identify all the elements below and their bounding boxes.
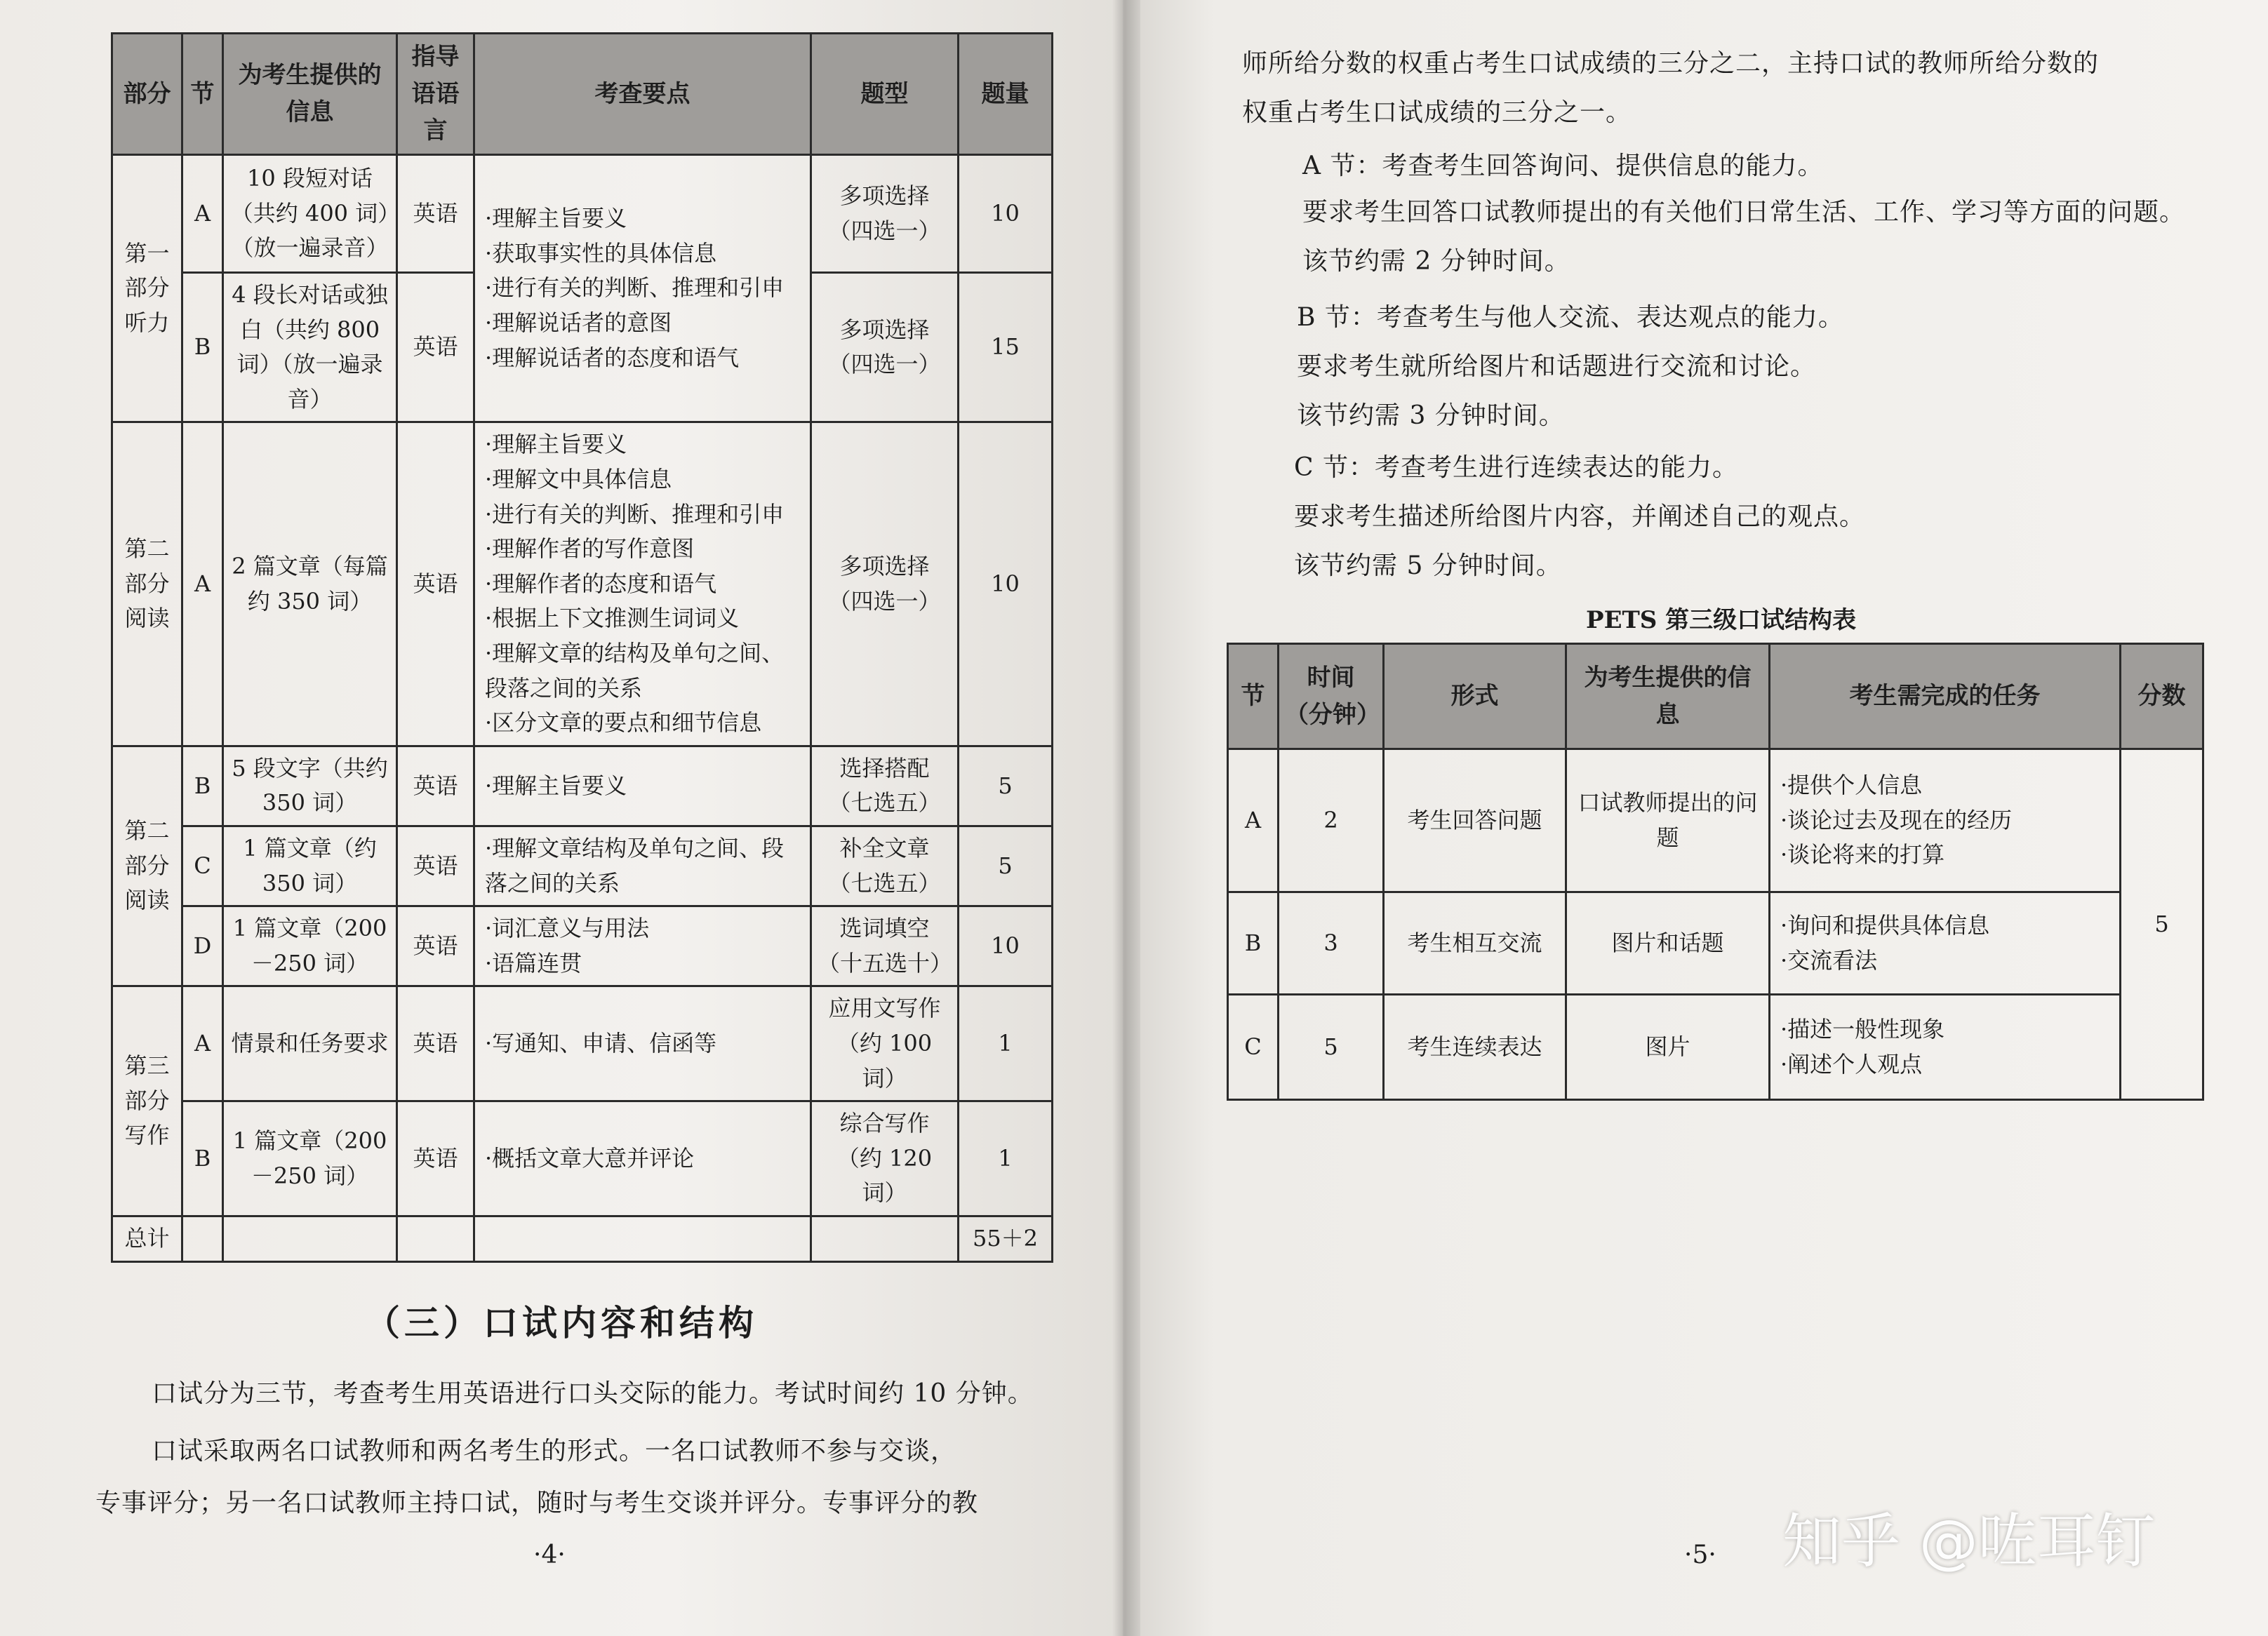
points-cell <box>474 746 811 826</box>
header-cell: 考生需完成的任务 <box>1770 644 2121 749</box>
empty-cell <box>811 1216 959 1261</box>
type-cell: 多项选择（四选一） <box>811 155 959 273</box>
book-gutter <box>1112 0 1140 1636</box>
type-cell: 多项选择（四选一） <box>811 273 959 422</box>
points-cell <box>474 906 811 986</box>
point-item: ·语篇连贯 <box>485 949 582 977</box>
section-cell: A <box>1228 749 1279 892</box>
task-item: ·谈论过去及现在的经历 <box>1780 806 2013 833</box>
exam-structure-table <box>111 32 1053 1263</box>
type-cell: 应用文写作（约 100 词） <box>811 986 959 1101</box>
point-item: ·概括文章大意并评论 <box>485 1144 695 1172</box>
language-cell: 英语 <box>397 906 474 986</box>
part-cell: 第二部分阅读 <box>112 746 182 986</box>
section-cell: B <box>182 273 223 422</box>
paragraph: 该节约需 3 分钟时间。 <box>1297 401 1565 430</box>
table-row <box>112 1101 1053 1216</box>
header-cell: 节 <box>1228 644 1279 749</box>
point-item: ·理解主旨要义 <box>485 772 627 799</box>
form-cell: 考生连续表达 <box>1384 995 1566 1100</box>
type-cell: 补全文章（七选五） <box>811 826 959 906</box>
part-cell: 第一部分听力 <box>112 155 182 422</box>
section-cell: A <box>182 155 223 273</box>
point-item: ·理解文章结构及单句之间、段落之间的关系 <box>485 834 785 897</box>
info-cell: 图片和话题 <box>1566 892 1770 995</box>
point-item: ·进行有关的判断、推理和引申 <box>485 274 785 302</box>
point-item: ·理解文章的结构及单句之间、段落之间的关系 <box>485 640 785 702</box>
points-cell <box>474 155 811 422</box>
info-cell: 情景和任务要求 <box>223 986 397 1101</box>
page-number: ·4· <box>533 1541 566 1569</box>
time-cell: 5 <box>1279 995 1384 1100</box>
type-cell: 多项选择（四选一） <box>811 422 959 746</box>
task-item: ·提供个人信息 <box>1780 772 1923 799</box>
info-cell: 5 段文字（共约 350 词） <box>223 746 397 826</box>
header-cell: 时间（分钟） <box>1279 644 1384 749</box>
time-cell: 3 <box>1279 892 1384 995</box>
oral-test-structure-table <box>1227 643 2204 1101</box>
task-item: ·谈论将来的打算 <box>1780 841 1945 869</box>
info-cell: 1 篇文章（约 350 词） <box>223 826 397 906</box>
empty-cell <box>474 1216 811 1261</box>
language-cell: 英语 <box>397 986 474 1101</box>
table-header-row <box>1228 644 2203 749</box>
language-cell: 英语 <box>397 746 474 826</box>
empty-cell <box>397 1216 474 1261</box>
point-item: ·理解主旨要义 <box>485 431 627 458</box>
watermark: 知乎 @咗耳钉 <box>1782 1507 2155 1576</box>
info-cell: 1 篇文章（200－250 词） <box>223 906 397 986</box>
table-row <box>112 422 1053 746</box>
table-header-row <box>112 34 1053 155</box>
section-cell: D <box>182 906 223 986</box>
info-cell: 1 篇文章（200－250 词） <box>223 1101 397 1216</box>
form-cell: 考生回答问题 <box>1384 749 1566 892</box>
header-cell: 为考生提供的信息 <box>223 34 397 155</box>
task-item: ·交流看法 <box>1780 946 1878 974</box>
section-cell: B <box>1228 892 1279 995</box>
info-cell: 图片 <box>1566 995 1770 1100</box>
type-cell: 选择搭配（七选五） <box>811 746 959 826</box>
tasks-cell <box>1770 892 2121 995</box>
paragraph: 专事评分；另一名口试教师主持口试，随时与考生交谈并评分。专事评分的教 <box>95 1489 979 1517</box>
part-cell: 第三部分写作 <box>112 986 182 1216</box>
point-item: ·理解作者的态度和语气 <box>485 570 717 597</box>
count-cell: 10 <box>959 155 1053 273</box>
header-cell: 题型 <box>811 34 959 155</box>
language-cell: 英语 <box>397 422 474 746</box>
type-cell: 综合写作（约 120 词） <box>811 1101 959 1216</box>
form-cell: 考生相互交流 <box>1384 892 1566 995</box>
paragraph: 要求考生描述所给图片内容，并阐述自己的观点。 <box>1294 502 1866 531</box>
header-cell: 指导语语言 <box>397 34 474 155</box>
language-cell: 英语 <box>397 155 474 273</box>
time-cell: 2 <box>1279 749 1384 892</box>
language-cell: 英语 <box>397 826 474 906</box>
score-cell: 5 <box>2121 749 2203 1100</box>
header-cell: 分数 <box>2121 644 2203 749</box>
section-cell: A <box>182 422 223 746</box>
header-cell: 节 <box>182 34 223 155</box>
section-cell: C <box>182 826 223 906</box>
table-row <box>112 986 1053 1101</box>
task-item: ·阐述个人观点 <box>1780 1050 1923 1078</box>
points-cell <box>474 422 811 746</box>
table-row <box>1228 995 2203 1100</box>
point-item: ·理解作者的写作意图 <box>485 535 695 563</box>
paragraph: B 节：考查考生与他人交流、表达观点的能力。 <box>1297 303 1844 332</box>
page-number: ·5· <box>1684 1541 1716 1569</box>
paragraph: 该节约需 5 分钟时间。 <box>1294 551 1562 580</box>
tasks-cell <box>1770 995 2121 1100</box>
header-cell: 形式 <box>1384 644 1566 749</box>
table-total-row <box>112 1216 1053 1261</box>
point-item: ·区分文章的要点和细节信息 <box>485 709 762 737</box>
point-item: ·根据上下文推测生词词义 <box>485 605 740 632</box>
part-cell: 第二部分阅读 <box>112 422 182 746</box>
header-cell: 题量 <box>959 34 1053 155</box>
table-row <box>112 746 1053 826</box>
count-cell: 5 <box>959 826 1053 906</box>
count-cell: 15 <box>959 273 1053 422</box>
point-item: ·理解文中具体信息 <box>485 466 672 493</box>
points-cell <box>474 1101 811 1216</box>
task-item: ·描述一般性现象 <box>1780 1015 1945 1042</box>
paragraph: 要求考生回答口试教师提出的有关他们日常生活、工作、学习等方面的问题。 <box>1302 198 2186 227</box>
task-item: ·询问和提供具体信息 <box>1780 911 1990 939</box>
section-cell: C <box>1228 995 1279 1100</box>
info-cell: 口试教师提出的问题 <box>1566 749 1770 892</box>
language-cell: 英语 <box>397 273 474 422</box>
point-item: ·词汇意义与用法 <box>485 915 650 942</box>
section-cell: B <box>182 746 223 826</box>
paragraph: 口试采取两名口试教师和两名考生的形式。一名口试教师不参与交谈， <box>152 1437 957 1466</box>
section-cell: B <box>182 1101 223 1216</box>
total-count-cell: 55＋2 <box>959 1216 1053 1261</box>
point-item: ·理解说话者的意图 <box>485 309 672 337</box>
info-cell: 4 段长对话或独白（共约 800 词）（放一遍录音） <box>223 273 397 422</box>
points-cell <box>474 826 811 906</box>
paragraph: 口试分为三节，考查考生用英语进行口头交际的能力。考试时间约 10 分钟。 <box>152 1379 1034 1408</box>
section-heading: （三）口试内容和结构 <box>365 1302 758 1343</box>
table-row <box>112 155 1053 273</box>
table-caption: PETS 第三级口试结构表 <box>1586 606 1857 634</box>
table-row <box>112 906 1053 986</box>
paragraph: 该节约需 2 分钟时间。 <box>1302 247 1570 276</box>
point-item: ·理解说话者的态度和语气 <box>485 344 740 371</box>
point-item: ·进行有关的判断、推理和引申 <box>485 500 785 528</box>
header-cell: 考查要点 <box>474 34 811 155</box>
total-label-cell: 总计 <box>112 1216 182 1261</box>
language-cell: 英语 <box>397 1101 474 1216</box>
section-cell: A <box>182 986 223 1101</box>
count-cell: 5 <box>959 746 1053 826</box>
count-cell: 10 <box>959 422 1053 746</box>
count-cell: 10 <box>959 906 1053 986</box>
count-cell: 1 <box>959 986 1053 1101</box>
header-cell: 部分 <box>112 34 182 155</box>
table-row <box>112 826 1053 906</box>
paragraph: 要求考生就所给图片和话题进行交流和讨论。 <box>1297 352 1817 381</box>
table-row <box>1228 892 2203 995</box>
paragraph: C 节：考查考生进行连续表达的能力。 <box>1294 453 1738 482</box>
table-row <box>1228 749 2203 892</box>
info-cell: 10 段短对话（共约 400 词）（放一遍录音） <box>223 155 397 273</box>
count-cell: 1 <box>959 1101 1053 1216</box>
paragraph: 权重占考生口试成绩的三分之一。 <box>1242 98 1632 127</box>
paragraph: A 节：考查考生回答询问、提供信息的能力。 <box>1302 152 1824 180</box>
empty-cell <box>223 1216 397 1261</box>
points-cell <box>474 986 811 1101</box>
type-cell: 选词填空（十五选十） <box>811 906 959 986</box>
point-item: ·获取事实性的具体信息 <box>485 239 717 267</box>
header-cell: 为考生提供的信息 <box>1566 644 1770 749</box>
empty-cell <box>182 1216 223 1261</box>
info-cell: 2 篇文章（每篇约 350 词） <box>223 422 397 746</box>
point-item: ·写通知、申请、信函等 <box>485 1029 717 1057</box>
point-item: ·理解主旨要义 <box>485 205 627 232</box>
tasks-cell <box>1770 749 2121 892</box>
paragraph: 师所给分数的权重占考生口试成绩的三分之二，主持口试的教师所给分数的 <box>1242 49 2100 78</box>
